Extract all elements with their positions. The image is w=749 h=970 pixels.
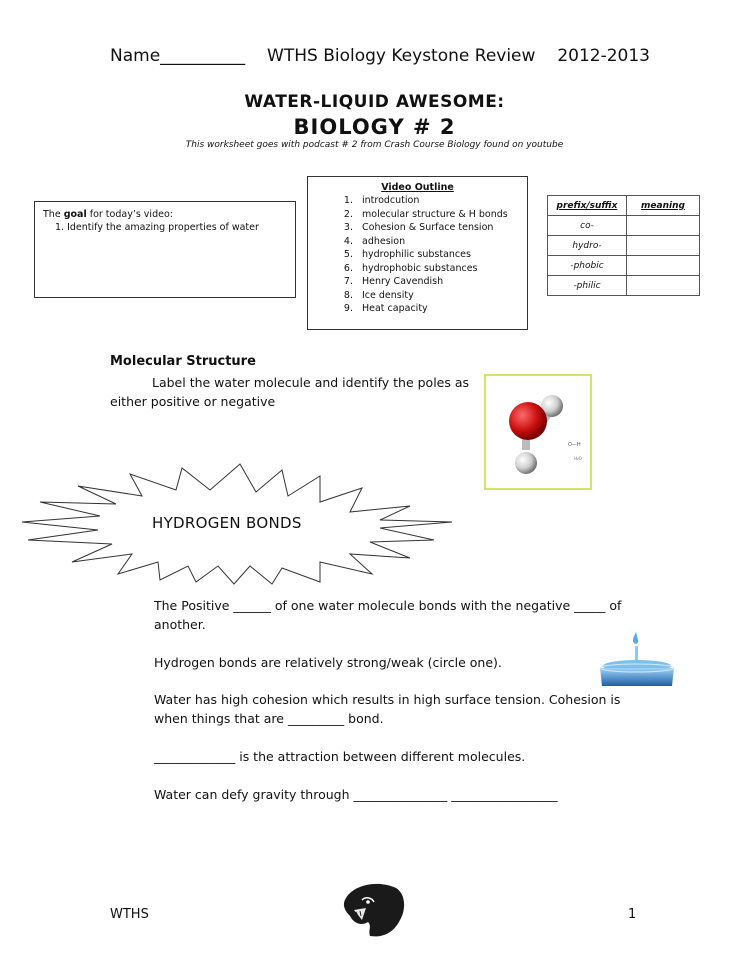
water-drop-image xyxy=(596,630,678,688)
table-row: -philic xyxy=(548,276,700,296)
worksheet-note: This worksheet goes with podcast # 2 from Crash Course Biology found on youtube xyxy=(185,140,564,150)
table-header-row xyxy=(548,196,700,216)
meaning-blank[interactable] xyxy=(627,256,700,276)
question-strong-weak: Hydrogen bonds are relatively strong/weak (circle one). xyxy=(154,655,502,670)
worksheet-subtitle-number: BIOLOGY # 2 xyxy=(293,115,456,139)
molecular-structure-text: Label the water molecule and identify the poles as either positive or negative xyxy=(110,375,470,409)
svg-text:H₂O: H₂O xyxy=(574,456,582,461)
goal-item: 1. Identify the amazing properties of water xyxy=(55,222,259,233)
worksheet-title: WATER-LIQUID AWESOME: xyxy=(244,92,505,112)
page-number: 1 xyxy=(628,907,637,922)
school-year: 2012-2013 xyxy=(557,46,650,66)
molecular-structure-heading: Molecular Structure xyxy=(110,354,256,369)
prefix-suffix-table xyxy=(547,195,700,296)
outline-list xyxy=(314,194,521,316)
panther-logo xyxy=(340,880,408,940)
meaning-blank[interactable] xyxy=(627,216,700,236)
outline-title: Video Outline xyxy=(381,182,454,193)
list-item: 6. hydrophobic substances xyxy=(356,262,521,276)
column-header-prefix: prefix/suffix xyxy=(548,196,627,216)
svg-text:O—H: O—H xyxy=(568,442,581,448)
list-item: 1. introdcution xyxy=(356,194,521,208)
name-field[interactable]: Name__________ xyxy=(110,46,246,66)
list-item: 2. molecular structure & H bonds xyxy=(356,208,521,222)
goal-heading: The goal for today’s video: xyxy=(43,209,173,220)
table-row: hydro- xyxy=(548,236,700,256)
goal-box xyxy=(34,201,296,298)
list-item: 3. Cohesion & Surface tension xyxy=(356,221,521,235)
footer-school: WTHS xyxy=(110,907,149,922)
hydrogen-bonds-label: HYDROGEN BONDS xyxy=(152,514,302,532)
video-outline xyxy=(307,176,528,330)
meaning-blank[interactable] xyxy=(627,236,700,256)
list-item: 7. Henry Cavendish xyxy=(356,275,521,289)
question-gravity: Water can defy gravity through _______________ _________________ xyxy=(154,787,558,802)
page-header xyxy=(110,46,650,66)
question-cohesion: Water has high cohesion which results in high surface tension. Cohesion is when things that are _________ bond. xyxy=(154,692,621,726)
list-item: 8. Ice density xyxy=(356,289,521,303)
table-row: co- xyxy=(548,216,700,236)
table-row: -phobic xyxy=(548,256,700,276)
question-positive-end: The Positive ______ of one water molecule bonds with the negative _____ of another. xyxy=(154,598,622,632)
question-adhesion: _____________ is the attraction between different molecules. xyxy=(154,749,526,764)
column-header-meaning: meaning xyxy=(627,196,700,216)
water-molecule-icon xyxy=(486,376,590,488)
course-title: WTHS Biology Keystone Review xyxy=(267,46,536,66)
water-molecule-image xyxy=(484,374,592,490)
meaning-blank[interactable] xyxy=(627,276,700,296)
list-item: 5. hydrophilic substances xyxy=(356,248,521,262)
list-item: 4. adhesion xyxy=(356,235,521,249)
list-item: 9. Heat capacity xyxy=(356,302,521,316)
